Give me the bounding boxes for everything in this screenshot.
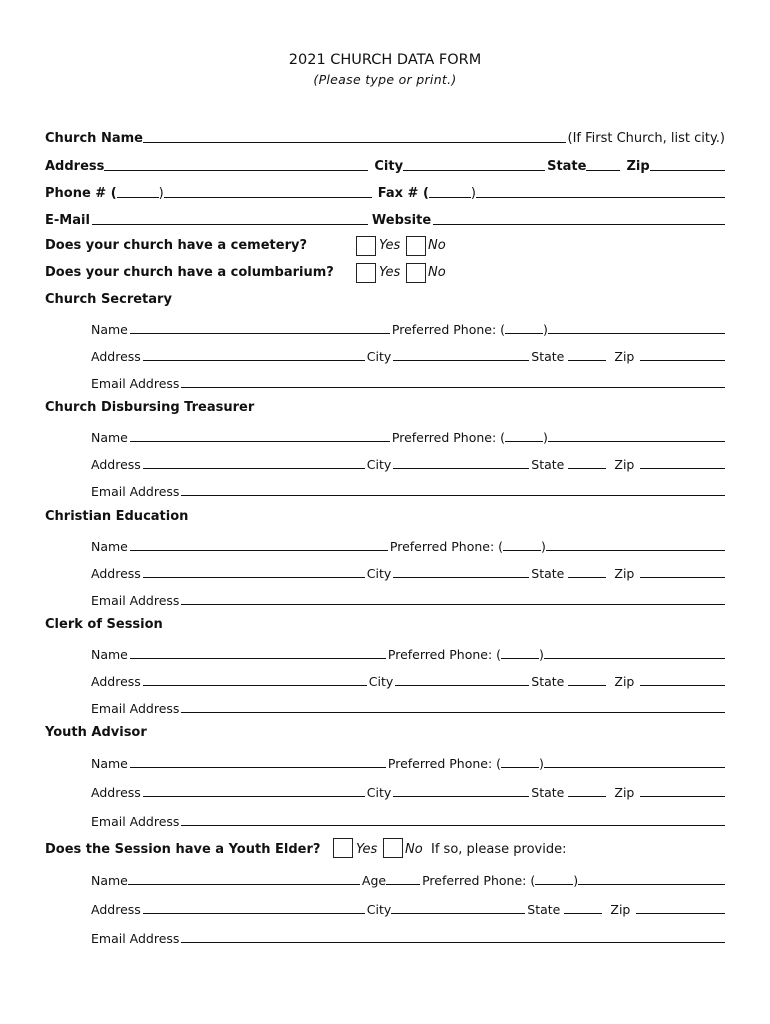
form-title: 2021 CHURCH DATA FORM (288, 52, 482, 68)
name-label: Name (91, 756, 128, 771)
preferred-phone-label: Preferred Phone: ( (389, 539, 504, 554)
church-website-label: Website (371, 213, 432, 228)
church-name-label: Church Name (45, 131, 143, 146)
church-zip-label: Zip (626, 159, 650, 174)
clerk-state-field[interactable] (568, 685, 606, 686)
youth-elder-city-field[interactable] (391, 913, 525, 914)
email-address-label: Email Address (91, 931, 180, 946)
youth-advisor-phone-field[interactable] (544, 767, 725, 768)
clerk-name-field[interactable] (130, 658, 386, 659)
state-label: State (531, 674, 565, 689)
columbarium-yes-checkbox[interactable] (356, 263, 376, 283)
treasurer-address-row (91, 454, 725, 472)
phone-close: ) (539, 756, 544, 771)
secretary-state-field[interactable] (568, 360, 606, 361)
church-city-label: City (374, 159, 404, 174)
church-city-field[interactable] (403, 170, 545, 171)
address-label: Address (91, 902, 141, 917)
education-address-row (91, 563, 725, 581)
youth-elder-phone-area-field[interactable] (535, 884, 573, 885)
youth-elder-zip-field[interactable] (636, 913, 725, 914)
section-heading-christian-education: Christian Education (45, 509, 189, 524)
church-email-row (45, 210, 725, 228)
address-label: Address (91, 674, 141, 689)
phone-close: ) (573, 873, 579, 888)
secretary-email-row (91, 373, 725, 391)
church-name-note: (If First Church, list city.) (567, 131, 725, 146)
youth-elder-name-row (91, 870, 725, 888)
youth-elder-no-label: No (405, 842, 423, 857)
email-address-label: Email Address (91, 701, 180, 716)
church-website-field[interactable] (433, 224, 725, 225)
email-address-label: Email Address (91, 376, 180, 391)
state-label: State (531, 457, 565, 472)
education-email-row (91, 590, 725, 608)
secretary-city-field[interactable] (393, 360, 529, 361)
city-label: City (366, 785, 392, 800)
section-heading-clerk: Clerk of Session (45, 617, 163, 632)
secretary-name-field[interactable] (130, 333, 390, 334)
church-phone-close: ) (158, 186, 164, 201)
education-name-field[interactable] (130, 550, 388, 551)
preferred-phone-label: Preferred Phone: ( (387, 647, 502, 662)
address-label: Address (91, 457, 141, 472)
age-label: Age (361, 873, 387, 888)
clerk-email-field[interactable] (181, 712, 725, 713)
church-zip-field[interactable] (650, 170, 725, 171)
education-address-field[interactable] (143, 577, 365, 578)
education-email-field[interactable] (181, 604, 725, 605)
email-address-label: Email Address (91, 484, 180, 499)
youth-advisor-name-field[interactable] (130, 767, 386, 768)
church-address-label: Address (45, 159, 105, 174)
church-name-field[interactable] (143, 142, 566, 143)
city-label: City (366, 902, 392, 917)
address-label: Address (91, 566, 141, 581)
name-label: Name (91, 430, 128, 445)
youth-advisor-city-field[interactable] (393, 796, 529, 797)
secretary-address-field[interactable] (143, 360, 365, 361)
columbarium-yes-label: Yes (379, 265, 401, 280)
treasurer-zip-field[interactable] (640, 468, 725, 469)
phone-close: ) (539, 647, 544, 662)
church-email-field[interactable] (92, 224, 368, 225)
youth-advisor-state-field[interactable] (568, 796, 606, 797)
zip-label: Zip (614, 785, 635, 800)
name-label: Name (91, 647, 128, 662)
treasurer-phone-field[interactable] (548, 441, 725, 442)
email-address-label: Email Address (91, 593, 180, 608)
preferred-phone-label: Preferred Phone: ( (422, 873, 536, 888)
youth-elder-email-row (91, 928, 725, 946)
city-label: City (366, 349, 392, 364)
church-address-field[interactable] (104, 170, 368, 171)
church-fax-close: ) (470, 186, 476, 201)
section-heading-secretary: Church Secretary (45, 292, 172, 307)
address-label: Address (91, 785, 141, 800)
youth-advisor-email-field[interactable] (181, 825, 725, 826)
church-state-label: State (547, 159, 587, 174)
state-label: State (531, 785, 565, 800)
youth-elder-question: Does the Session have a Youth Elder? (45, 842, 321, 857)
church-phone-field[interactable] (164, 197, 372, 198)
preferred-phone-label: Preferred Phone: ( (391, 322, 506, 337)
education-city-field[interactable] (393, 577, 529, 578)
secretary-address-row (91, 346, 725, 364)
youth-elder-no-checkbox[interactable] (383, 838, 403, 858)
clerk-phone-field[interactable] (544, 658, 725, 659)
secretary-name-row (91, 319, 725, 337)
education-phone-field[interactable] (546, 550, 725, 551)
treasurer-city-field[interactable] (393, 468, 529, 469)
clerk-address-field[interactable] (143, 685, 367, 686)
secretary-phone-field[interactable] (548, 333, 725, 334)
cemetery-no-checkbox[interactable] (406, 236, 426, 256)
youth-elder-yes-label: Yes (356, 842, 378, 857)
treasurer-state-field[interactable] (568, 468, 606, 469)
columbarium-no-checkbox[interactable] (406, 263, 426, 283)
education-phone-area-field[interactable] (503, 550, 541, 551)
zip-label: Zip (614, 349, 635, 364)
youth-elder-email-field[interactable] (181, 942, 725, 943)
zip-label: Zip (614, 457, 635, 472)
form-subtitle: (Please type or print.) (313, 72, 457, 87)
church-address-row (45, 156, 725, 174)
section-heading-treasurer: Church Disbursing Treasurer (45, 400, 255, 415)
phone-close: ) (543, 322, 548, 337)
youth-advisor-email-row (91, 811, 725, 829)
youth-elder-address-field[interactable] (143, 913, 365, 914)
church-phone-label: Phone # ( (45, 186, 117, 201)
clerk-zip-field[interactable] (640, 685, 725, 686)
treasurer-phone-area-field[interactable] (505, 441, 543, 442)
clerk-city-field[interactable] (395, 685, 529, 686)
address-label: Address (91, 349, 141, 364)
preferred-phone-label: Preferred Phone: ( (391, 430, 506, 445)
clerk-address-row (91, 671, 725, 689)
name-label: Name (91, 873, 128, 888)
clerk-phone-area-field[interactable] (501, 658, 539, 659)
church-fax-field[interactable] (476, 197, 725, 198)
cemetery-no-label: No (428, 238, 446, 253)
city-label: City (368, 674, 394, 689)
youth-advisor-address-field[interactable] (143, 796, 365, 797)
state-label: State (531, 349, 565, 364)
phone-close: ) (543, 430, 548, 445)
columbarium-no-label: No (428, 265, 446, 280)
church-email-label: E-Mail (45, 213, 90, 228)
secretary-zip-field[interactable] (640, 360, 725, 361)
youth-elder-phone-field[interactable] (578, 884, 725, 885)
clerk-email-row (91, 698, 725, 716)
church-phone-row (45, 183, 725, 201)
cemetery-yes-label: Yes (379, 238, 401, 253)
treasurer-address-field[interactable] (143, 468, 365, 469)
treasurer-name-field[interactable] (130, 441, 390, 442)
state-label: State (531, 566, 565, 581)
youth-elder-state-field[interactable] (564, 913, 602, 914)
zip-label: Zip (614, 566, 635, 581)
columbarium-question: Does your church have a columbarium? (45, 265, 334, 280)
youth-advisor-address-row (91, 782, 725, 800)
treasurer-email-row (91, 481, 725, 499)
secretary-email-field[interactable] (181, 387, 725, 388)
education-zip-field[interactable] (640, 577, 725, 578)
cemetery-question: Does your church have a cemetery? (45, 238, 307, 253)
youth-elder-address-row (91, 899, 725, 917)
name-label: Name (91, 322, 128, 337)
zip-label: Zip (614, 674, 635, 689)
church-fax-area-field[interactable] (429, 197, 471, 198)
youth-advisor-phone-area-field[interactable] (501, 767, 539, 768)
city-label: City (366, 566, 392, 581)
church-fax-label: Fax # ( (377, 186, 429, 201)
education-state-field[interactable] (568, 577, 606, 578)
church-phone-area-field[interactable] (117, 197, 159, 198)
phone-close: ) (541, 539, 546, 554)
treasurer-email-field[interactable] (181, 495, 725, 496)
city-label: City (366, 457, 392, 472)
cemetery-yes-checkbox[interactable] (356, 236, 376, 256)
clerk-name-row (91, 644, 725, 662)
preferred-phone-label: Preferred Phone: ( (387, 756, 502, 771)
name-label: Name (91, 539, 128, 554)
youth-elder-if-so: If so, please provide: (431, 842, 567, 857)
treasurer-name-row (91, 427, 725, 445)
secretary-phone-area-field[interactable] (505, 333, 543, 334)
church-state-field[interactable] (586, 170, 620, 171)
youth-elder-age-field[interactable] (386, 884, 420, 885)
church-name-row (45, 128, 725, 146)
email-address-label: Email Address (91, 814, 180, 829)
section-heading-youth-advisor: Youth Advisor (45, 725, 147, 740)
zip-label: Zip (610, 902, 631, 917)
state-label: State (527, 902, 561, 917)
education-name-row (91, 536, 725, 554)
youth-elder-name-field[interactable] (128, 884, 360, 885)
youth-advisor-zip-field[interactable] (640, 796, 725, 797)
youth-elder-yes-checkbox[interactable] (333, 838, 353, 858)
youth-advisor-name-row (91, 753, 725, 771)
